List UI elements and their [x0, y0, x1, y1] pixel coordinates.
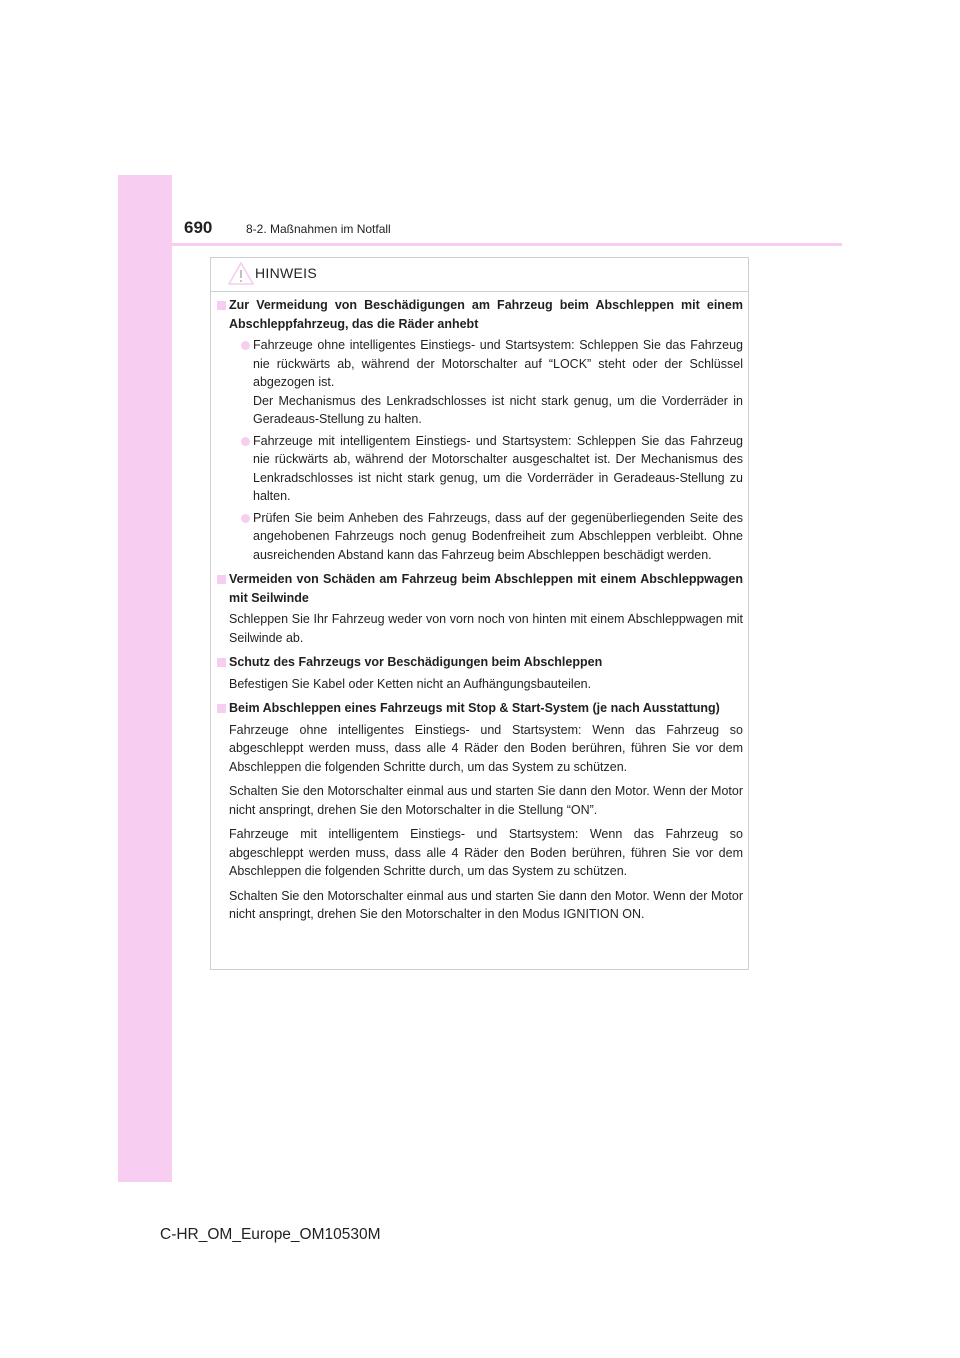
item-paragraph: Schalten Sie den Motorschalter einmal aus und starten Sie dann den Motor. Wenn der Motor nicht anspringt, drehen Sie den Motorschalter in die Stellung “ON”.: [229, 784, 743, 817]
bullet-point: [229, 509, 743, 565]
item-paragraph: Schleppen Sie Ihr Fahrzeug weder von vorn noch von hinten mit einem Abschleppwagen mit Seilwinde ab.: [229, 612, 743, 645]
item-title: Zur Vermeidung von Beschädigungen am Fahrzeug beim Abschleppen mit einem Abschleppfahrzeug, das die Räder anhebt: [229, 298, 743, 331]
item-paragraph: Schalten Sie den Motorschalter einmal aus und starten Sie dann den Motor. Wenn der Motor nicht anspringt, drehen Sie den Motorschalter in den Modus IGNITION ON.: [229, 888, 743, 921]
square-bullet-icon: [217, 704, 226, 713]
item-title: Schutz des Fahrzeugs vor Beschädigungen beim Abschleppen: [229, 655, 603, 669]
header-rule: [172, 243, 842, 246]
bullet-text: Prüfen Sie beim Anheben des Fahrzeugs, dass auf der gegenüberliegenden Seite des angehobenen Fahrzeugs noch genug Bodenfreiheit zum Abschleppen verbleibt. Ohne ausreichenden Abstand kann das Fahrzeug beim Abschleppen beschädigt werden.: [253, 510, 743, 562]
bullet-text: Fahrzeuge mit intelligentem Einstiegs- und Startsystem: Schleppen Sie das Fahrzeug nie rückwärts ab, während der Motorschalter ausgeschaltet ist. Der Mechanismus des Lenkradschlosses ist nicht stark genug, um die Vorderräder in Geradeaus-Stellung zu halten.: [253, 433, 743, 503]
warning-icon: [227, 261, 255, 287]
square-bullet-icon: [217, 575, 226, 584]
page-number: 690: [184, 218, 213, 237]
notice-header: [211, 258, 748, 292]
notice-box: [210, 257, 749, 970]
circle-bullet-icon: [241, 341, 250, 350]
bullet-text: Der Mechanismus des Lenkradschlosses ist nicht stark genug, um die Vorderräder in Geradeaus-Stellung zu halten.: [253, 393, 743, 426]
item-title: Beim Abschleppen eines Fahrzeugs mit Stop & Start-System (je nach Ausstattung): [229, 701, 720, 715]
square-bullet-icon: [217, 658, 226, 667]
notice-label: HINWEIS: [255, 265, 317, 281]
notice-item: [217, 653, 743, 693]
notice-item: [217, 699, 743, 924]
item-paragraph: Fahrzeuge ohne intelligentes Einstiegs- und Startsystem: Wenn das Fahrzeug so abgeschleppt werden muss, dass alle 4 Räder den Boden berühren, führen Sie vor dem Abschleppen die folgenden Schritte durch, um das System zu schützen.: [229, 722, 743, 774]
bullet-point: [229, 432, 743, 506]
side-tab-bar: [118, 175, 172, 1182]
circle-bullet-icon: [241, 514, 250, 523]
square-bullet-icon: [217, 301, 226, 310]
footer-doc-id: C-HR_OM_Europe_OM10530M: [160, 1226, 381, 1243]
circle-bullet-icon: [241, 437, 250, 446]
item-title: Vermeiden von Schäden am Fahrzeug beim Abschleppen mit einem Abschleppwagen mit Seilwinde: [229, 572, 743, 605]
notice-item: [217, 570, 743, 647]
notice-item: [217, 296, 743, 564]
item-paragraph: Fahrzeuge mit intelligentem Einstiegs- und Startsystem: Wenn das Fahrzeug so abgeschleppt werden muss, dass alle 4 Räder den Boden berühren, führen Sie vor dem Abschleppen die folgenden Schritte durch, um das System zu schützen.: [229, 827, 743, 878]
notice-content: [217, 296, 743, 930]
item-paragraph: Befestigen Sie Kabel oder Ketten nicht an Aufhängungsbauteilen.: [229, 676, 592, 691]
section-title: 8-2. Maßnahmen im Notfall: [246, 222, 391, 236]
bullet-text: Fahrzeuge ohne intelligentes Einstiegs- und Startsystem: Schleppen Sie das Fahrzeug nie rückwärts ab, während der Motorschalter auf “LOCK” steht oder der Schlüssel abgezogen ist.: [253, 338, 743, 389]
bullet-point: [229, 336, 743, 429]
